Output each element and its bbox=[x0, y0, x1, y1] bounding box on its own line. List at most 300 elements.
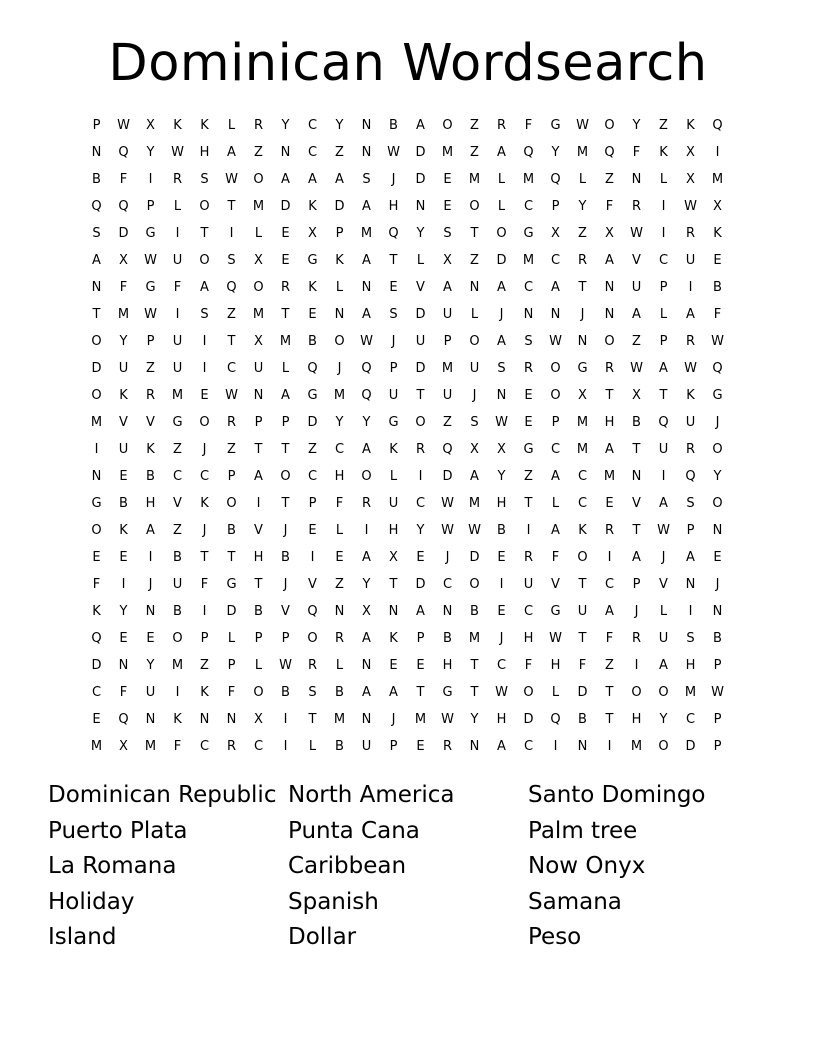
grid-letter: K bbox=[92, 604, 101, 619]
grid-letter: O bbox=[280, 469, 291, 484]
grid-letter: D bbox=[118, 226, 129, 241]
grid-letter: R bbox=[415, 442, 426, 457]
grid-letter: I bbox=[175, 307, 180, 322]
grid-letter: R bbox=[631, 631, 642, 646]
grid-row bbox=[83, 598, 731, 625]
grid-letter: H bbox=[442, 658, 453, 673]
grid-letter: G bbox=[550, 604, 561, 619]
grid-letter: J bbox=[148, 577, 153, 592]
grid-letter: Z bbox=[254, 145, 263, 160]
grid-letter: K bbox=[389, 631, 398, 646]
grid-letter: K bbox=[713, 226, 722, 241]
grid-letter: T bbox=[227, 334, 236, 349]
grid-letter: M bbox=[468, 172, 481, 187]
grid-letter: M bbox=[252, 307, 265, 322]
grid-letter: E bbox=[524, 415, 533, 430]
grid-letter: S bbox=[470, 415, 479, 430]
grid-letter: A bbox=[362, 685, 371, 700]
grid-letter: R bbox=[172, 172, 183, 187]
grid-letter: M bbox=[171, 388, 184, 403]
grid-letter: F bbox=[119, 685, 128, 700]
grid-letter: O bbox=[550, 361, 561, 376]
grid-letter: R bbox=[280, 280, 291, 295]
grid-letter: T bbox=[416, 685, 425, 700]
grid-letter: R bbox=[334, 631, 345, 646]
grid-letter: D bbox=[577, 685, 588, 700]
grid-letter: N bbox=[712, 604, 723, 619]
grid-letter: X bbox=[632, 388, 641, 403]
grid-letter: X bbox=[686, 172, 695, 187]
grid-row bbox=[83, 571, 731, 598]
grid-letter: R bbox=[442, 739, 453, 754]
grid-letter: G bbox=[523, 226, 534, 241]
grid-letter: I bbox=[202, 334, 207, 349]
grid-letter: A bbox=[632, 550, 641, 565]
grid-letter: Q bbox=[685, 469, 696, 484]
grid-letter: I bbox=[499, 577, 504, 592]
grid-letter: A bbox=[362, 442, 371, 457]
grid-row bbox=[83, 247, 731, 274]
grid-letter: C bbox=[496, 658, 507, 673]
grid-letter: U bbox=[415, 334, 426, 349]
grid-letter: J bbox=[202, 523, 207, 538]
grid-letter: E bbox=[389, 658, 398, 673]
grid-letter: G bbox=[442, 685, 453, 700]
grid-letter: V bbox=[254, 523, 263, 538]
grid-letter: R bbox=[631, 199, 642, 214]
grid-letter: A bbox=[389, 685, 398, 700]
grid-letter: O bbox=[307, 631, 318, 646]
grid-letter: J bbox=[661, 550, 666, 565]
grid-letter: C bbox=[415, 496, 426, 511]
grid-letter: F bbox=[227, 685, 236, 700]
grid-letter: O bbox=[253, 280, 264, 295]
grid-letter: C bbox=[685, 712, 696, 727]
grid-letter: L bbox=[227, 631, 236, 646]
grid-letter: Y bbox=[713, 469, 722, 484]
grid-letter: M bbox=[576, 415, 589, 430]
grid-letter: K bbox=[659, 145, 668, 160]
grid-letter: V bbox=[551, 577, 560, 592]
grid-letter: I bbox=[688, 280, 693, 295]
grid-letter: K bbox=[686, 388, 695, 403]
grid-letter: Y bbox=[335, 415, 344, 430]
grid-letter: O bbox=[199, 253, 210, 268]
grid-letter: M bbox=[441, 361, 454, 376]
grid-letter: P bbox=[227, 658, 236, 673]
grid-letter: Z bbox=[200, 658, 209, 673]
grid-letter: U bbox=[577, 604, 588, 619]
grid-letter: B bbox=[632, 415, 641, 430]
grid-letter: J bbox=[391, 172, 396, 187]
grid-letter: Z bbox=[605, 658, 614, 673]
grid-letter: I bbox=[661, 469, 666, 484]
grid-letter: A bbox=[281, 388, 290, 403]
grid-letter: Z bbox=[605, 172, 614, 187]
grid-letter: N bbox=[91, 145, 102, 160]
grid-letter: G bbox=[91, 496, 102, 511]
grid-letter: C bbox=[550, 253, 561, 268]
grid-letter: M bbox=[468, 631, 481, 646]
grid-letter: U bbox=[118, 361, 129, 376]
grid-letter: Q bbox=[118, 712, 129, 727]
grid-letter: I bbox=[202, 604, 207, 619]
grid-letter: D bbox=[415, 172, 426, 187]
grid-letter: E bbox=[281, 253, 290, 268]
grid-letter: B bbox=[713, 280, 722, 295]
grid-letter: K bbox=[119, 388, 128, 403]
grid-letter: Z bbox=[227, 307, 236, 322]
grid-letter: L bbox=[659, 172, 668, 187]
grid-letter: O bbox=[604, 118, 615, 133]
grid-letter: E bbox=[416, 658, 425, 673]
grid-row bbox=[83, 274, 731, 301]
grid-letter: T bbox=[632, 523, 641, 538]
grid-letter: A bbox=[686, 550, 695, 565]
grid-letter: A bbox=[443, 280, 452, 295]
grid-letter: W bbox=[360, 334, 373, 349]
grid-letter: N bbox=[91, 469, 102, 484]
grid-letter: C bbox=[307, 145, 318, 160]
grid-letter: N bbox=[280, 145, 291, 160]
grid-letter: G bbox=[145, 226, 156, 241]
grid-letter: A bbox=[362, 550, 371, 565]
grid-letter: A bbox=[605, 604, 614, 619]
grid-letter: E bbox=[497, 550, 506, 565]
grid-letter: N bbox=[685, 577, 696, 592]
grid-row bbox=[83, 490, 731, 517]
grid-letter: F bbox=[524, 118, 533, 133]
grid-letter: U bbox=[388, 496, 399, 511]
word-list-item: Holiday bbox=[48, 888, 135, 915]
grid-letter: O bbox=[199, 199, 210, 214]
word-list-item: Dollar bbox=[288, 924, 357, 950]
grid-letter: J bbox=[202, 442, 207, 457]
grid-letter: I bbox=[148, 550, 153, 565]
grid-letter: W bbox=[495, 685, 508, 700]
grid-letter: X bbox=[308, 226, 317, 241]
grid-letter: Q bbox=[307, 604, 318, 619]
grid-letter: F bbox=[632, 145, 641, 160]
grid-letter: L bbox=[659, 307, 668, 322]
grid-letter: F bbox=[119, 172, 128, 187]
grid-letter: A bbox=[308, 172, 317, 187]
grid-letter: C bbox=[226, 361, 237, 376]
grid-row bbox=[83, 544, 731, 571]
grid-letter: I bbox=[283, 712, 288, 727]
grid-letter: N bbox=[577, 334, 588, 349]
grid-letter: Q bbox=[712, 361, 723, 376]
grid-letter: H bbox=[550, 658, 561, 673]
grid-letter: B bbox=[173, 550, 182, 565]
grid-letter: R bbox=[685, 226, 696, 241]
grid-letter: P bbox=[335, 226, 344, 241]
grid-letter: O bbox=[604, 334, 615, 349]
grid-letter: H bbox=[631, 712, 642, 727]
grid-letter: J bbox=[391, 334, 396, 349]
grid-letter: O bbox=[577, 550, 588, 565]
grid-letter: N bbox=[712, 523, 723, 538]
grid-letter: A bbox=[497, 280, 506, 295]
grid-letter: L bbox=[389, 469, 398, 484]
grid-letter: M bbox=[279, 334, 292, 349]
grid-letter: B bbox=[335, 739, 344, 754]
word-list-item: La Romana bbox=[48, 853, 177, 879]
grid-letter: S bbox=[308, 685, 317, 700]
grid-letter: N bbox=[91, 280, 102, 295]
grid-letter: N bbox=[496, 388, 507, 403]
grid-letter: D bbox=[685, 739, 696, 754]
grid-letter: U bbox=[442, 307, 453, 322]
grid-letter: W bbox=[630, 361, 643, 376]
grid-letter: W bbox=[684, 361, 697, 376]
grid-letter: K bbox=[119, 523, 128, 538]
grid-letter: O bbox=[658, 685, 669, 700]
grid-letter: I bbox=[175, 685, 180, 700]
grid-letter: N bbox=[334, 604, 345, 619]
grid-letter: F bbox=[578, 658, 587, 673]
grid-letter: P bbox=[443, 334, 452, 349]
grid-letter: O bbox=[91, 523, 102, 538]
grid-letter: S bbox=[200, 307, 209, 322]
grid-letter: K bbox=[335, 253, 344, 268]
grid-letter: E bbox=[497, 604, 506, 619]
grid-letter: J bbox=[337, 361, 342, 376]
grid-letter: L bbox=[551, 685, 560, 700]
grid-letter: Q bbox=[550, 712, 561, 727]
grid-letter: T bbox=[281, 442, 290, 457]
grid-letter: M bbox=[144, 739, 157, 754]
grid-letter: E bbox=[119, 550, 128, 565]
grid-letter: K bbox=[686, 118, 695, 133]
grid-letter: B bbox=[92, 172, 101, 187]
grid-letter: L bbox=[659, 604, 668, 619]
grid-letter: Z bbox=[443, 415, 452, 430]
grid-letter: J bbox=[715, 415, 720, 430]
grid-letter: D bbox=[226, 604, 237, 619]
grid-letter: S bbox=[686, 631, 695, 646]
grid-letter: K bbox=[173, 712, 182, 727]
grid-letter: P bbox=[200, 631, 209, 646]
grid-letter: K bbox=[200, 685, 209, 700]
grid-row bbox=[83, 328, 731, 355]
grid-letter: W bbox=[144, 307, 157, 322]
grid-letter: I bbox=[688, 604, 693, 619]
grid-letter: P bbox=[551, 415, 560, 430]
grid-letter: N bbox=[253, 388, 264, 403]
grid-letter: N bbox=[577, 739, 588, 754]
grid-letter: J bbox=[580, 307, 585, 322]
grid-letter: A bbox=[497, 739, 506, 754]
grid-letter: A bbox=[605, 253, 614, 268]
grid-letter: B bbox=[578, 712, 587, 727]
grid-letter: X bbox=[551, 226, 560, 241]
grid-letter: S bbox=[686, 496, 695, 511]
grid-letter: P bbox=[308, 496, 317, 511]
grid-letter: F bbox=[335, 496, 344, 511]
grid-letter: L bbox=[551, 496, 560, 511]
grid-letter: A bbox=[497, 145, 506, 160]
grid-letter: D bbox=[415, 307, 426, 322]
grid-letter: O bbox=[658, 739, 669, 754]
grid-letter: M bbox=[333, 712, 346, 727]
grid-letter: L bbox=[335, 658, 344, 673]
grid-letter: D bbox=[496, 253, 507, 268]
grid-letter: C bbox=[523, 604, 534, 619]
grid-letter: H bbox=[604, 415, 615, 430]
grid-row bbox=[83, 301, 731, 328]
grid-letter: X bbox=[497, 442, 506, 457]
grid-letter: X bbox=[470, 442, 479, 457]
grid-letter: A bbox=[551, 469, 560, 484]
grid-letter: O bbox=[361, 469, 372, 484]
grid-letter: Q bbox=[388, 226, 399, 241]
grid-letter: U bbox=[172, 334, 183, 349]
grid-letter: I bbox=[634, 658, 639, 673]
grid-letter: W bbox=[711, 685, 724, 700]
grid-letter: N bbox=[388, 604, 399, 619]
word-list-item: Palm tree bbox=[528, 817, 638, 844]
grid-letter: B bbox=[497, 523, 506, 538]
grid-letter: V bbox=[632, 253, 641, 268]
grid-letter: T bbox=[227, 550, 236, 565]
grid-letter: T bbox=[470, 226, 479, 241]
grid-row bbox=[83, 463, 731, 490]
word-list bbox=[48, 778, 768, 956]
grid-letter: I bbox=[661, 226, 666, 241]
grid-letter: Q bbox=[118, 199, 129, 214]
grid-letter: Z bbox=[335, 577, 344, 592]
grid-letter: C bbox=[199, 469, 210, 484]
grid-letter: U bbox=[172, 253, 183, 268]
grid-letter: Q bbox=[307, 361, 318, 376]
grid-letter: V bbox=[119, 415, 128, 430]
grid-letter: L bbox=[254, 226, 263, 241]
grid-letter: Y bbox=[551, 145, 560, 160]
grid-letter: Z bbox=[524, 469, 533, 484]
grid-letter: F bbox=[119, 280, 128, 295]
grid-letter: B bbox=[254, 604, 263, 619]
grid-letter: J bbox=[499, 631, 504, 646]
grid-letter: U bbox=[685, 253, 696, 268]
grid-letter: I bbox=[310, 550, 315, 565]
grid-letter: W bbox=[630, 226, 643, 241]
grid-letter: Y bbox=[146, 145, 155, 160]
grid-letter: O bbox=[469, 334, 480, 349]
grid-letter: N bbox=[199, 712, 210, 727]
grid-letter: S bbox=[389, 307, 398, 322]
grid-row bbox=[83, 517, 731, 544]
grid-letter: C bbox=[658, 253, 669, 268]
grid-letter: Y bbox=[119, 604, 128, 619]
grid-letter: I bbox=[256, 496, 261, 511]
grid-letter: O bbox=[550, 388, 561, 403]
grid-letter: E bbox=[335, 550, 344, 565]
grid-letter: L bbox=[254, 658, 263, 673]
grid-letter: Y bbox=[416, 523, 425, 538]
grid-letter: S bbox=[200, 172, 209, 187]
grid-letter: M bbox=[90, 415, 103, 430]
grid-letter: C bbox=[334, 442, 345, 457]
grid-letter: W bbox=[225, 388, 238, 403]
grid-letter: U bbox=[658, 442, 669, 457]
grid-letter: K bbox=[146, 442, 155, 457]
grid-letter: T bbox=[200, 226, 209, 241]
grid-letter: S bbox=[497, 361, 506, 376]
grid-letter: D bbox=[523, 712, 534, 727]
grid-letter: I bbox=[364, 523, 369, 538]
grid-letter: M bbox=[468, 496, 481, 511]
grid-letter: E bbox=[308, 307, 317, 322]
grid-letter: U bbox=[253, 361, 264, 376]
grid-letter: A bbox=[146, 523, 155, 538]
grid-letter: F bbox=[524, 658, 533, 673]
grid-letter: U bbox=[172, 361, 183, 376]
grid-letter: X bbox=[146, 118, 155, 133]
grid-letter: X bbox=[713, 199, 722, 214]
grid-letter: W bbox=[225, 172, 238, 187]
grid-letter: T bbox=[281, 307, 290, 322]
grid-letter: O bbox=[415, 415, 426, 430]
grid-letter: Y bbox=[362, 415, 371, 430]
grid-letter: P bbox=[659, 280, 668, 295]
grid-row bbox=[83, 625, 731, 652]
grid-letter: T bbox=[524, 496, 533, 511]
grid-letter: B bbox=[146, 469, 155, 484]
grid-letter: Q bbox=[118, 145, 129, 160]
grid-letter: S bbox=[227, 253, 236, 268]
grid-letter: G bbox=[307, 253, 318, 268]
grid-row bbox=[83, 355, 731, 382]
grid-letter: D bbox=[334, 199, 345, 214]
grid-letter: Z bbox=[659, 118, 668, 133]
grid-letter: O bbox=[442, 118, 453, 133]
grid-letter: Z bbox=[146, 361, 155, 376]
grid-letter: P bbox=[713, 739, 722, 754]
grid-letter: M bbox=[117, 307, 130, 322]
grid-row bbox=[83, 733, 731, 760]
grid-letter: O bbox=[253, 685, 264, 700]
grid-letter: R bbox=[523, 550, 534, 565]
grid-letter: H bbox=[199, 145, 210, 160]
grid-row bbox=[83, 706, 731, 733]
grid-letter: L bbox=[497, 172, 506, 187]
grid-letter: N bbox=[334, 307, 345, 322]
grid-letter: E bbox=[308, 523, 317, 538]
grid-letter: I bbox=[553, 739, 558, 754]
grid-letter: C bbox=[253, 739, 264, 754]
grid-letter: I bbox=[526, 523, 531, 538]
grid-letter: I bbox=[121, 577, 126, 592]
grid-letter: H bbox=[388, 523, 399, 538]
grid-row bbox=[83, 382, 731, 409]
grid-letter: E bbox=[605, 496, 614, 511]
grid-letter: N bbox=[145, 712, 156, 727]
grid-letter: Q bbox=[712, 118, 723, 133]
word-list-item: North America bbox=[288, 782, 455, 808]
grid-letter: Y bbox=[578, 199, 587, 214]
grid-letter: J bbox=[715, 577, 720, 592]
grid-letter: D bbox=[469, 550, 480, 565]
grid-letter: W bbox=[441, 712, 454, 727]
grid-letter: E bbox=[416, 739, 425, 754]
grid-letter: O bbox=[496, 226, 507, 241]
grid-letter: A bbox=[605, 442, 614, 457]
grid-letter: B bbox=[281, 685, 290, 700]
grid-letter: O bbox=[469, 199, 480, 214]
grid-letter: E bbox=[416, 550, 425, 565]
grid-letter: D bbox=[415, 577, 426, 592]
